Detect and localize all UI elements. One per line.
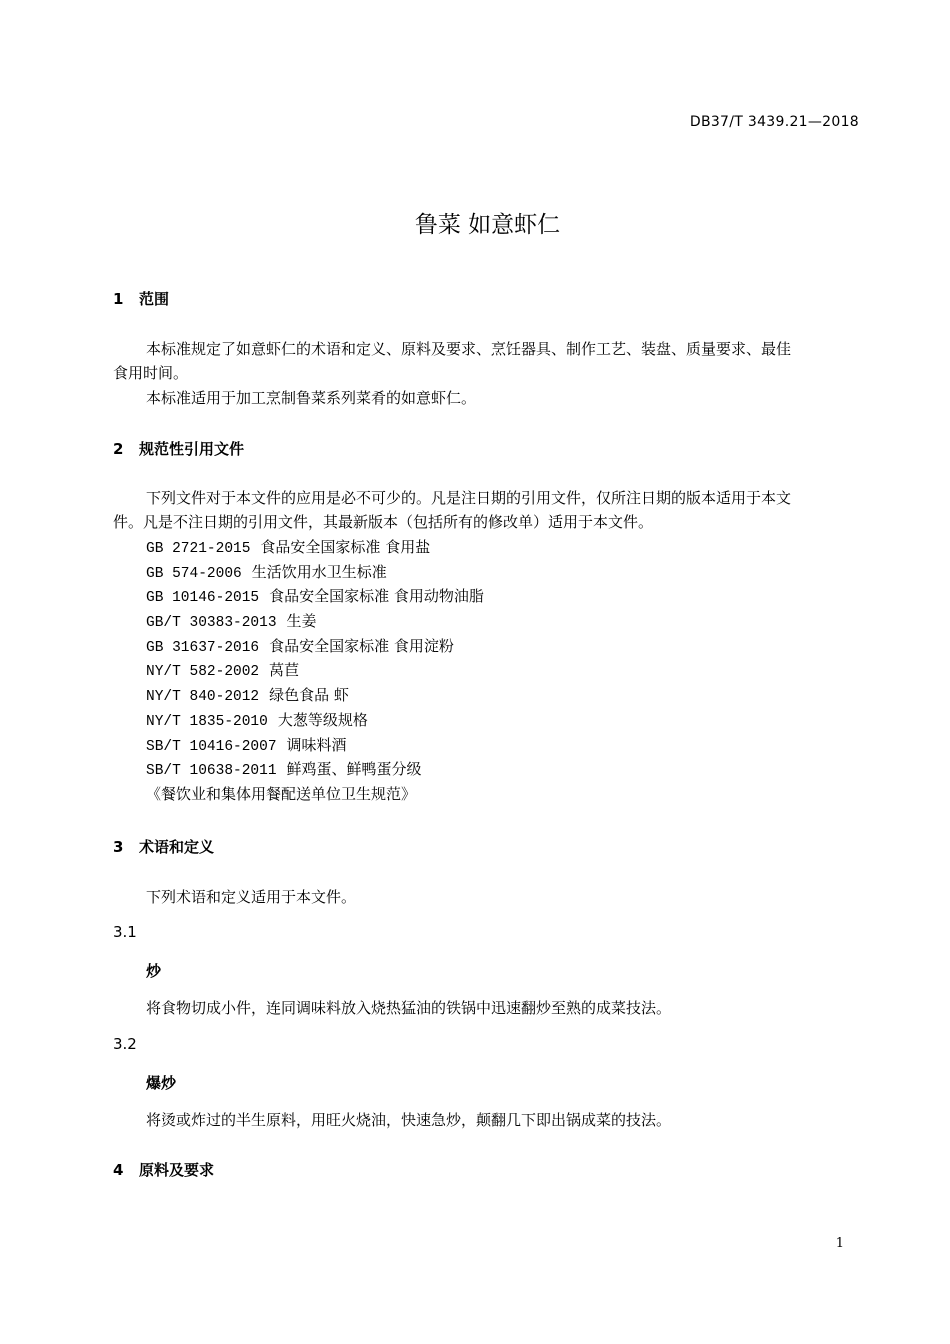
reference-item: GB 10146-2015 食品安全国家标准 食用动物油脂	[146, 587, 484, 607]
reference-item: NY/T 840-2012 绿色食品 虾	[146, 686, 349, 706]
reference-item: GB 2721-2015 食品安全国家标准 食用盐	[146, 538, 431, 557]
reference-item: NY/T 582-2002 莴苣	[146, 661, 300, 681]
reference-item: GB/T 30383-2013 生姜	[146, 612, 317, 632]
section-title: 术语和定义	[139, 838, 215, 856]
page-number: 1	[835, 1236, 844, 1251]
scope-paragraph-line-1: 本标准规定了如意虾仁的术语和定义、原料及要求、烹饪器具、制作工艺、装盘、质量要求、最佳	[146, 340, 792, 358]
term-3-2-definition: 将烫或炸过的半生原料，用旺火烧油，快速急炒，颠翻几下即出锅成菜的技法。	[146, 1111, 672, 1129]
term-3-1-definition: 将食物切成小件，连同调味料放入烧热猛油的铁锅中迅速翻炒至熟的成菜技法。	[146, 999, 672, 1017]
reference-item: 《餐饮业和集体用餐配送单位卫生规范》	[146, 784, 417, 803]
reference-item: NY/T 1835-2010 大葱等级规格	[146, 710, 368, 730]
reference-list	[146, 535, 484, 807]
term-3-2-name: 爆炒	[146, 1074, 177, 1092]
scope-paragraph-2: 本标准适用于加工烹制鲁菜系列菜肴的如意虾仁。	[146, 389, 477, 407]
section-number: 4	[113, 1161, 124, 1179]
section-number: 2	[113, 440, 124, 458]
section-title: 范围	[139, 290, 170, 308]
term-3-2-number: 3.2	[113, 1035, 137, 1053]
scope-paragraph-line-2: 食用时间。	[113, 364, 189, 382]
reference-item: GB 31637-2016 食品安全国家标准 食用淀粉	[146, 636, 454, 656]
normative-paragraph-line-2: 件。凡是不注日期的引用文件，其最新版本（包括所有的修改单）适用于本文件。	[113, 513, 654, 531]
section-number: 1	[113, 290, 124, 308]
normative-paragraph-line-1: 下列文件对于本文件的应用是必不可少的。凡是注日期的引用文件，仅所注日期的版本适用于本文	[146, 489, 792, 507]
section-4-heading	[113, 1159, 214, 1180]
section-title: 规范性引用文件	[139, 440, 245, 458]
document-code: DB37/T 3439.21—2018	[689, 114, 859, 130]
section-2-heading	[113, 438, 244, 459]
reference-item: SB/T 10416-2007 调味料酒	[146, 735, 347, 755]
section-number: 3	[113, 838, 124, 856]
term-3-1-number: 3.1	[113, 923, 137, 941]
reference-item: SB/T 10638-2011 鲜鸡蛋、鲜鸭蛋分级	[146, 760, 422, 780]
section-3-heading	[113, 836, 214, 857]
document-title: 鲁菜 如意虾仁	[414, 212, 561, 238]
term-3-1-name: 炒	[146, 962, 162, 980]
terms-intro: 下列术语和定义适用于本文件。	[146, 888, 357, 906]
section-title: 原料及要求	[139, 1161, 215, 1179]
section-1-heading	[113, 288, 169, 309]
reference-item: GB 574-2006 生活饮用水卫生标准	[146, 562, 387, 582]
